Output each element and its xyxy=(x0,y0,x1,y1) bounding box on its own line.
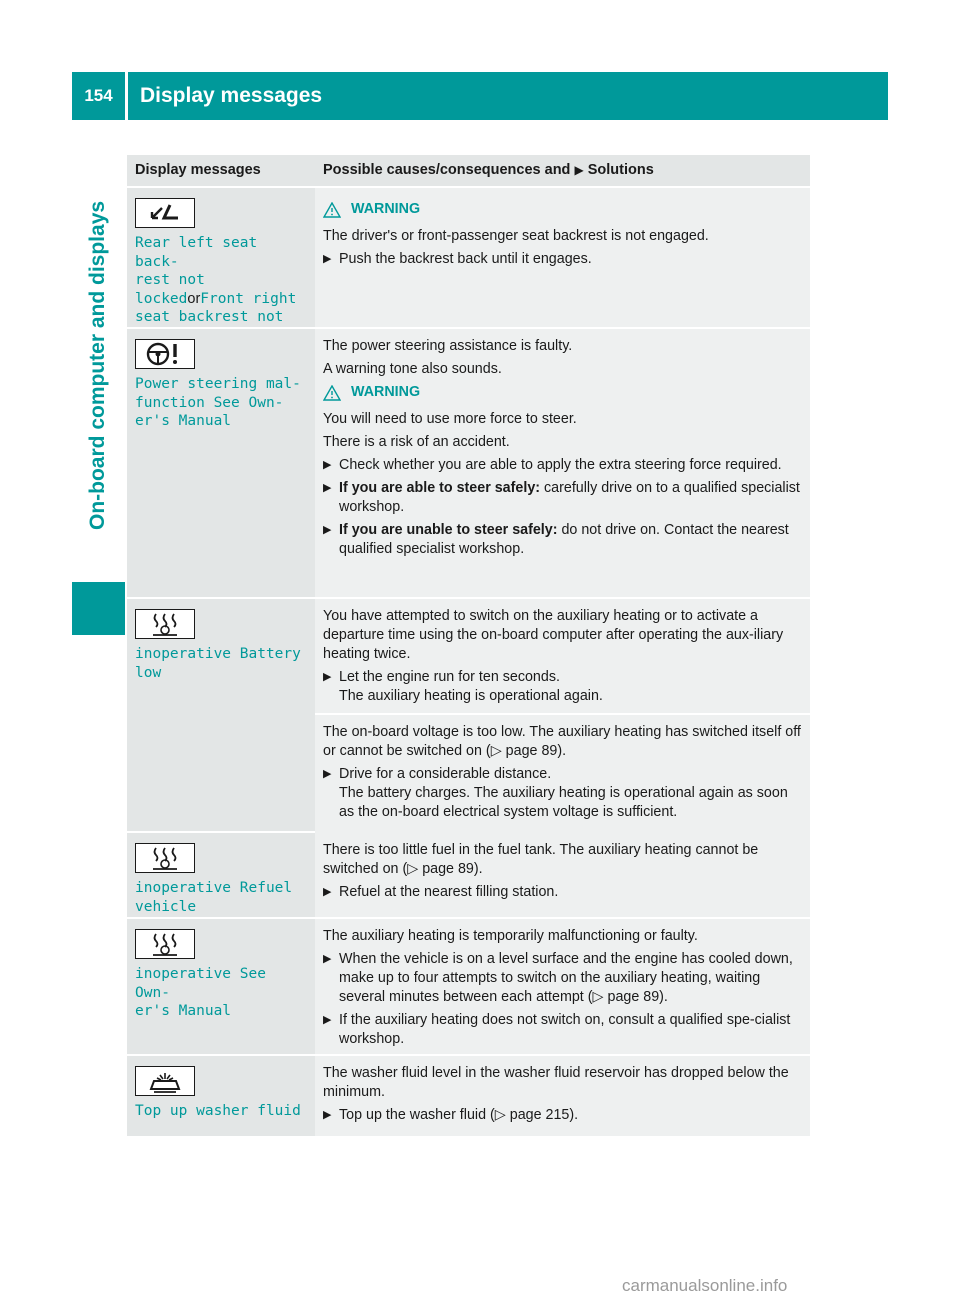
arrow-icon: ▶ xyxy=(323,1109,332,1121)
auxiliary-heating-icon xyxy=(135,843,195,873)
page-number: 154 xyxy=(84,86,113,105)
arrow-icon: ▶ xyxy=(574,163,584,177)
message-cell xyxy=(127,919,315,1054)
display-message: Power steering mal- function See Own- er's Manual xyxy=(135,376,301,429)
page-ref-icon: ▷ xyxy=(592,989,604,1005)
arrow-icon: ▶ xyxy=(323,482,332,494)
instruction-step: ▶ When the vehicle is on a level surface and the engine has cooled down, make up to four attempts to switch on the auxiliary heating, waiting several minutes between each attempt (▷ page 89). xyxy=(323,951,793,1005)
page-title: Display messages xyxy=(140,84,323,107)
steering-wheel-warning-icon xyxy=(135,339,195,369)
arrow-icon: ▶ xyxy=(323,886,332,898)
solution-cell: The auxiliary heating is temporarily malfunctioning or faulty. ▶ When the vehicle is on a level surface and the engine has cooled down, make up to four attempts to switch on the auxiliary heating, waiting several minutes between each attempt (▷ page 89). ▶ If the auxiliary heating does not switch on, consult a qualified spe-cialist workshop. xyxy=(315,919,810,1054)
table-row xyxy=(127,917,810,1054)
table-row xyxy=(127,597,810,831)
warning-heading: WARNING xyxy=(323,200,804,219)
message-cell xyxy=(127,188,315,327)
solution-cell: WARNING The driver's or front-passenger seat backrest is not engaged. ▶ Push the backrest back until it engages. xyxy=(315,188,810,327)
instruction-step: ▶ Push the backrest back until it engages. xyxy=(323,251,592,267)
arrow-icon: ▶ xyxy=(323,1014,332,1026)
instruction-step: ▶ Refuel at the nearest filling station. xyxy=(323,884,559,900)
instruction-step: ▶ Check whether you are able to apply the extra steering force required. xyxy=(323,457,782,473)
warning-triangle-icon xyxy=(323,385,341,401)
section-title: On-board computer and displays xyxy=(86,200,109,530)
column-header-messages: Display messages xyxy=(135,162,261,178)
page-ref-icon: ▷ xyxy=(407,861,419,877)
display-message: inoperative See Own- er's Manual xyxy=(135,966,266,1019)
warning-heading: WARNING xyxy=(323,383,804,402)
arrow-icon: ▶ xyxy=(323,953,332,965)
auxiliary-heating-icon xyxy=(135,929,195,959)
washer-fluid-icon xyxy=(135,1066,195,1096)
table-row xyxy=(127,831,810,917)
message-cell xyxy=(127,1056,315,1136)
message-cell xyxy=(127,833,315,917)
arrow-icon: ▶ xyxy=(323,253,332,265)
instruction-step: ▶ If you are able to steer safely: carefully drive on to a qualified specialist workshop. xyxy=(323,480,800,515)
solution-cell: The washer fluid level in the washer fluid reservoir has dropped below the minimum. ▶ Top up the washer fluid (▷ page 215). xyxy=(315,1056,810,1136)
arrow-icon: ▶ xyxy=(323,524,332,536)
message-cell xyxy=(127,329,315,597)
arrow-icon: ▶ xyxy=(323,459,332,471)
page-header xyxy=(72,72,888,120)
section-sidebar xyxy=(72,142,125,582)
arrow-icon: ▶ xyxy=(323,768,332,780)
instruction-step: ▶ Top up the washer fluid (▷ page 215). xyxy=(323,1107,579,1123)
table-header xyxy=(127,155,810,186)
watermark: carmanualsonline.info xyxy=(622,1276,788,1295)
auxiliary-heating-icon xyxy=(135,609,195,639)
instruction-step: ▶ If the auxiliary heating does not switch on, consult a qualified spe-cialist workshop. xyxy=(323,1012,791,1047)
seat-backrest-icon xyxy=(135,198,195,228)
section-marker xyxy=(72,582,125,635)
table-row xyxy=(127,1054,810,1136)
solution-cell: The power steering assistance is faulty. A warning tone also sounds. WARNING You will need to use more force to steer. There is a risk of an accident. ▶ Check whether you are able to apply the extra steering force required. ▶ If you are able to steer safely: carefully drive on to a qualified specialist workshop. ▶ If you are unable to steer safely: do not drive on. Contact the nearest qualified specialist workshop. xyxy=(315,329,810,597)
instruction-step: ▶ Let the engine run for ten seconds. The auxiliary heating is operational again. xyxy=(323,669,603,704)
display-message: inoperative Refuel vehicle xyxy=(135,880,293,915)
warning-triangle-icon xyxy=(323,202,341,218)
table-row xyxy=(127,327,810,597)
display-message: inoperative Battery low xyxy=(135,646,301,681)
instruction-step: ▶ Drive for a considerable distance. The battery charges. The auxiliary heating is operational again as soon as the on-board electrical system voltage is sufficient. xyxy=(323,766,788,820)
solution-cell: There is too little fuel in the fuel tank. The auxiliary heating cannot be switched on (▷ page 89). ▶ Refuel at the nearest filling station. xyxy=(315,833,810,917)
column-header-solutions: Possible causes/consequences and ▶ Solutions xyxy=(323,162,654,178)
display-messages-table xyxy=(127,155,810,1136)
display-message: Top up washer fluid xyxy=(135,1103,301,1119)
header-divider xyxy=(125,72,128,120)
page-ref-icon: ▷ xyxy=(490,743,502,759)
message-cell xyxy=(127,599,315,831)
arrow-icon: ▶ xyxy=(323,671,332,683)
page-ref-icon: ▷ xyxy=(494,1107,506,1123)
table-row xyxy=(127,186,810,327)
solution-cell: You have attempted to switch on the auxiliary heating or to activate a departure time using the on-board computer after operating the aux-iliary heating twice. ▶ Let the engine run for ten seconds. The auxiliary heating is operational again. The on-board voltage is too low. The auxiliary heating has switched itself off or cannot be switched on (▷ page 89). ▶ Drive for a considerable distance. The battery charges. The auxiliary heating is operational again as soon as the on-board electrical system voltage is sufficient. xyxy=(315,599,810,831)
display-message: Rear left seat back- rest not lockedorFront right seat backrest not xyxy=(135,235,297,325)
instruction-step: ▶ If you are unable to steer safely: do not drive on. Contact the nearest qualified specialist workshop. xyxy=(323,522,789,557)
